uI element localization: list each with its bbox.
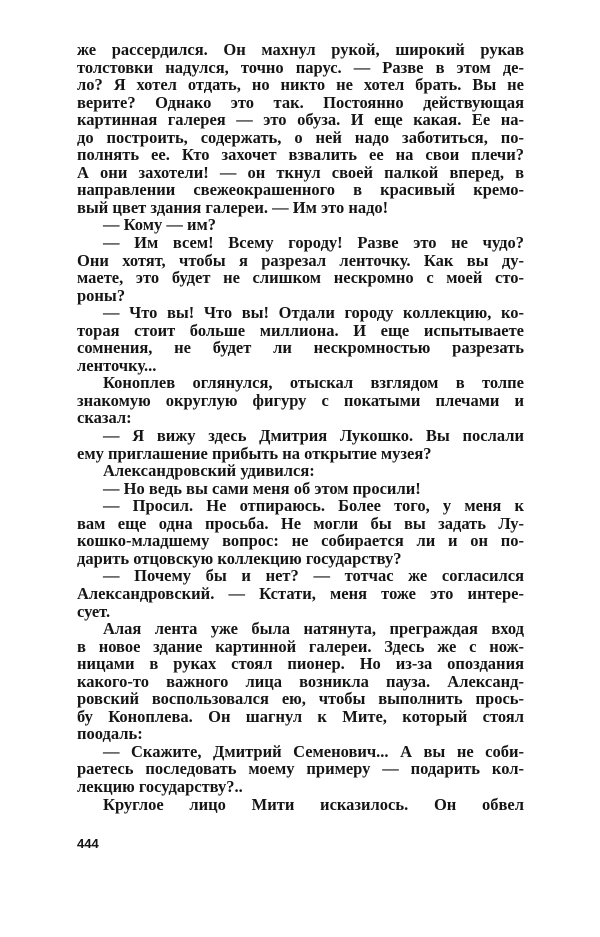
text-line: ло? Я хотел отдать, но никто не хотел брать. Вы не xyxy=(77,75,524,95)
text-line: раетесь последовать моему примеру — подарить кол- xyxy=(77,759,524,779)
text-line: — Просил. Не отпираюсь. Более того, у меня к xyxy=(103,496,524,516)
text-line: сомнения, не будет ли нескромностью разрезать xyxy=(77,338,524,358)
text-line: ему приглашение прибыть на открытие музея? xyxy=(77,443,432,463)
text-line: ленточку... xyxy=(77,355,157,375)
text-line: лекцию государству?.. xyxy=(77,776,243,796)
text-line: — Но ведь вы сами меня об этом просили! xyxy=(103,478,421,498)
text-line: — Я вижу здесь Дмитрия Лукошко. Вы послали xyxy=(103,426,524,446)
text-line: вам еще одна просьба. Не могли бы вы задать Лу- xyxy=(77,513,524,533)
text-line: бу Коноплева. Он шагнул к Мите, который стоял xyxy=(77,706,524,726)
text-line: — Что вы! Что вы! Отдали городу коллекцию, ко- xyxy=(103,303,524,323)
text-line: Круглое лицо Мити исказилось. Он обвел xyxy=(103,794,524,814)
text-line: роны? xyxy=(77,285,126,305)
text-line: до построить, содержать, о ней надо заботиться, по- xyxy=(77,127,524,147)
text-line: верите? Однако это так. Постоянно действующая xyxy=(77,92,524,112)
text-line: А они захотели! — он ткнул своей палкой вперед, в xyxy=(77,162,524,182)
text-line: — Кому — им? xyxy=(103,215,216,235)
text-line: маете, это будет не слишком нескромно с моей сто- xyxy=(77,268,524,288)
text-line: сует. xyxy=(77,601,111,621)
text-line: Алая лента уже была натянута, преграждая вход xyxy=(103,619,524,639)
text-line: Коноплев оглянулся, отыскал взглядом в толпе xyxy=(103,373,524,393)
text-line: Александровский. — Кстати, меня тоже это интере- xyxy=(77,583,524,603)
text-line: направлении свежеокрашенного в красивый кремо- xyxy=(77,180,524,200)
text-line: полнять ее. Кто захочет взвалить ее на свои плечи? xyxy=(77,145,524,165)
text-line: знакомую округлую фигуру с покатыми плечами и xyxy=(77,390,524,410)
text-line: — Им всем! Всему городу! Разве это не чудо? xyxy=(103,233,524,253)
text-line: Они хотят, чтобы я разрезал ленточку. Как вы ду- xyxy=(77,250,524,270)
text-line: дарить отцовскую коллекцию государству? xyxy=(77,548,402,568)
page-number: 444 xyxy=(77,836,99,851)
text-line: вый цвет здания галереи. — Им это надо! xyxy=(77,197,389,217)
text-line: кошко-младшему вопрос: не собирается ли и он по- xyxy=(77,531,524,551)
text-line: картинная галерея — это обуза. И еще какая. Ее на- xyxy=(77,110,524,130)
page-text-body xyxy=(77,41,524,813)
text-line: — Почему бы и нет? — тотчас же согласился xyxy=(103,566,524,586)
text-line: сказал: xyxy=(77,408,132,428)
text-line: торая стоит больше миллиона. И еще испытываете xyxy=(77,320,524,340)
text-line: же рассердился. Он махнул рукой, широкий рукав xyxy=(77,40,524,59)
text-line: ровский воспользовался ею, чтобы выполнить прось- xyxy=(77,689,524,709)
text-line: — Скажите, Дмитрий Семенович... А вы не соби- xyxy=(103,741,524,761)
text-line: в новое здание картинной галереи. Здесь же с нож- xyxy=(77,636,524,656)
text-line: ницами в руках стоял пионер. Но из-за опоздания xyxy=(77,654,524,674)
text-line: Александровский удивился: xyxy=(103,461,315,481)
text-line: какого-то важного лица возникла пауза. Александ- xyxy=(77,671,524,691)
text-line: толстовки надулся, точно парус. — Разве в этом де- xyxy=(77,57,524,77)
text-line: поодаль: xyxy=(77,724,143,744)
